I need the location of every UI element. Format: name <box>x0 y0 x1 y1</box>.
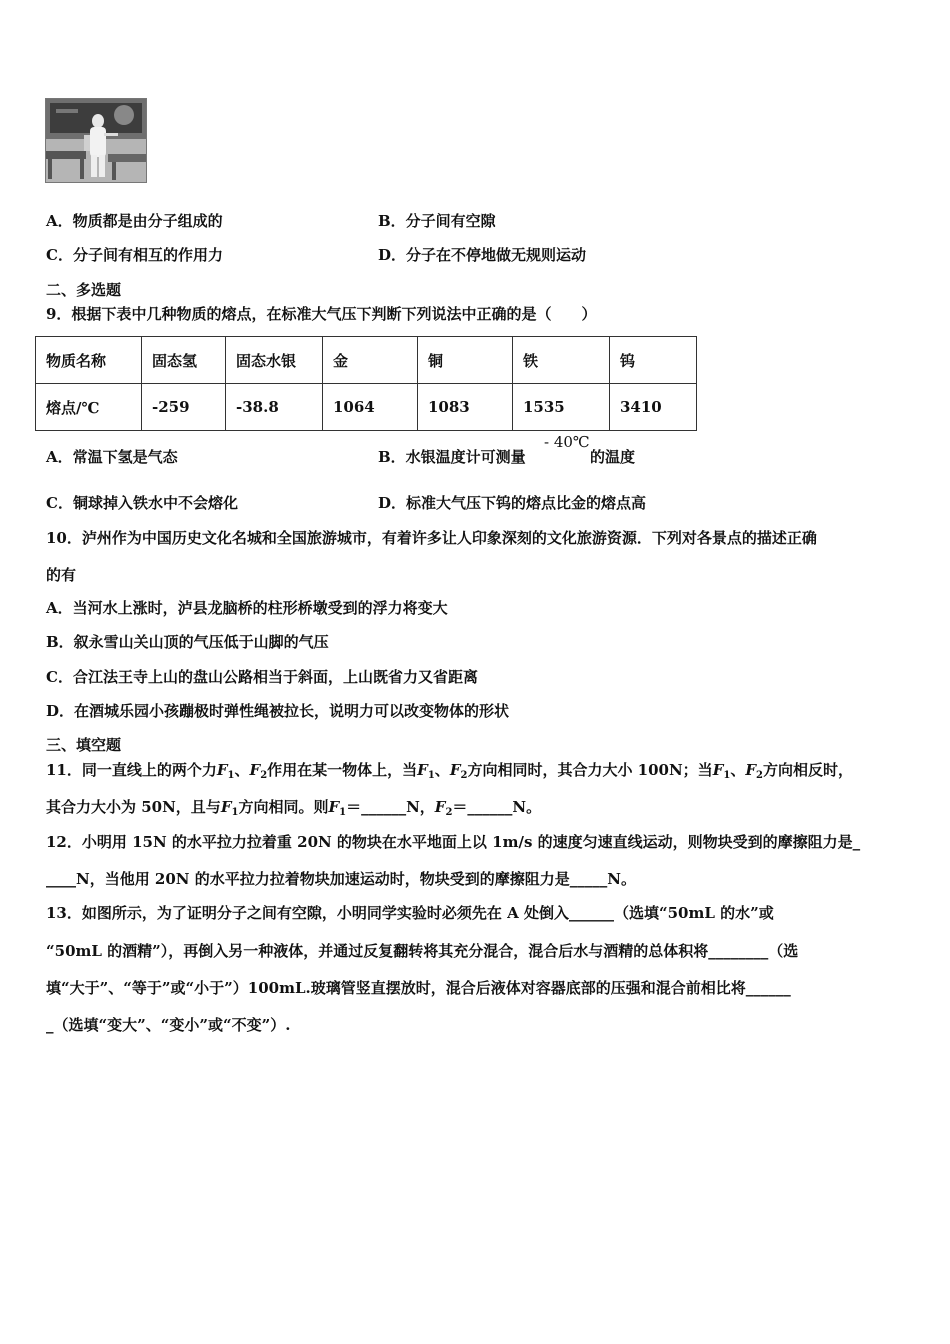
separator: 、 <box>434 761 450 779</box>
force-symbol: F <box>417 761 428 779</box>
q11-text: 作用在某一物体上，当 <box>267 761 418 779</box>
q10-option-a: A．当河水上涨时，泸县龙脑桥的柱形桥墩受到的浮力将变大 <box>46 599 448 617</box>
table-cell: -259 <box>142 384 226 431</box>
q8-option-d: D．分子在不停地做无规则运动 <box>378 246 587 264</box>
q12-line2: ____N，当他用 20N 的水平拉力拉着物块加速运动时，物块受到的摩擦阻力是_____N。 <box>46 870 636 888</box>
q10-stem-line1: 10．泸州作为中国历史文化名城和全国旅游城市，有着许多让人印象深刻的文化旅游资源．下列对各景点的描述正确 <box>46 529 817 547</box>
q8-option-a: A．物质都是由分子组成的 <box>46 212 223 230</box>
subscript: 1 <box>427 770 435 781</box>
force-symbol: F <box>249 761 261 779</box>
q9-stem: 9．根据下表中几种物质的熔点，在标准大气压下判断下列说法中正确的是（ ） <box>46 305 597 323</box>
separator: 、 <box>234 761 250 779</box>
q13-line2: “50mL 的酒精”），再倒入另一种液体，并通过反复翻转将其充分混合，混合后水与酒精的总体积将________（选 <box>46 942 799 960</box>
table-cell: 3410 <box>610 384 697 431</box>
separator: 、 <box>730 761 746 779</box>
force-symbol: F <box>745 761 756 779</box>
force-symbol: F <box>216 761 228 779</box>
q9-option-b-formula: - 40℃ <box>540 432 594 452</box>
q11-text: 方向相同。则 <box>238 798 329 816</box>
table-row <box>36 384 697 431</box>
q11-line2 <box>46 797 541 823</box>
table-cell: 1064 <box>323 384 418 431</box>
q11-blank-f1: ＝______N， <box>346 798 435 816</box>
section-multiple-choice-title: 二、多选题 <box>46 281 122 299</box>
table-cell: 固态氢 <box>142 337 226 384</box>
q9-option-b-suffix: 的温度 <box>590 448 636 466</box>
table-cell: 金 <box>323 337 418 384</box>
q10-option-c: C．合江法王寺上山的盘山公路相当于斜面，上山既省力又省距离 <box>46 668 478 686</box>
table-cell: 铜 <box>418 337 513 384</box>
table-cell: 熔点/℃ <box>36 384 142 431</box>
q11-line1 <box>46 760 853 786</box>
table-cell: 钨 <box>610 337 697 384</box>
q12-line1: 12．小明用 15N 的水平拉力拉着重 20N 的物块在水平地面上以 1m/s 的速度匀速直线运动，则物块受到的摩擦阻力是_ <box>46 833 861 851</box>
q11-blank-f2: ＝______N。 <box>452 798 542 816</box>
force-symbol: F <box>449 761 461 779</box>
q13-line4: _（选填“变大”、“变小”或“不变”）. <box>46 1016 291 1034</box>
q9-option-a: A．常温下氢是气态 <box>46 448 178 466</box>
table-header-row <box>36 337 697 384</box>
subscript: 1 <box>723 770 731 781</box>
subscript: 2 <box>260 770 268 781</box>
q9-option-d: D．标准大气压下钨的熔点比金的熔点高 <box>378 494 647 512</box>
q11-text: 其合力大小为 50N，且与 <box>46 798 221 816</box>
q10-stem-line2: 的有 <box>46 566 77 584</box>
subscript: 2 <box>460 770 468 781</box>
q13-line1: 13．如图所示，为了证明分子之间有空隙，小明同学实验时必须先在 A 处倒入______（选填“50mL 的水”或 <box>46 904 774 922</box>
subscript: 2 <box>445 807 453 818</box>
table-cell: 固态水银 <box>226 337 323 384</box>
force-symbol: F <box>434 798 446 816</box>
force-symbol: F <box>712 761 724 779</box>
q9-option-c: C．铜球掉入铁水中不会熔化 <box>46 494 238 512</box>
table-cell: 物质名称 <box>36 337 142 384</box>
q11-text: 11．同一直线上的两个力 <box>46 761 217 779</box>
subscript: 1 <box>231 807 239 818</box>
subscript: 1 <box>227 770 235 781</box>
table-cell: 铁 <box>513 337 610 384</box>
q8-option-c: C．分子间有相互的作用力 <box>46 246 223 264</box>
q10-option-b: B．叙永雪山关山顶的气压低于山脚的气压 <box>46 633 329 651</box>
q8-option-b: B．分子间有空隙 <box>378 212 496 230</box>
table-cell: 1535 <box>513 384 610 431</box>
photo-illustration <box>46 99 146 182</box>
q9-option-b-prefix: B．水银温度计可测量 <box>378 448 526 466</box>
q13-line3: 填“大于”、“等于”或“小于”）100mL.玻璃管竖直摆放时，混合后液体对容器底部的压强和混合前相比将______ <box>46 979 791 997</box>
melting-point-table <box>35 336 697 431</box>
q11-text: 方向相同时，其合力大小 100N；当 <box>467 761 713 779</box>
table-cell: 1083 <box>418 384 513 431</box>
subscript: 2 <box>755 770 763 781</box>
section-fill-in-title: 三、填空题 <box>46 736 122 754</box>
classroom-disinfection-photo <box>45 98 147 183</box>
force-symbol: F <box>328 798 340 816</box>
q10-option-d: D．在酒城乐园小孩蹦极时弹性绳被拉长，说明力可以改变物体的形状 <box>46 702 510 720</box>
q11-text: 方向相反时， <box>762 761 853 779</box>
subscript: 1 <box>339 807 347 818</box>
force-symbol: F <box>220 798 232 816</box>
table-cell: -38.8 <box>226 384 323 431</box>
